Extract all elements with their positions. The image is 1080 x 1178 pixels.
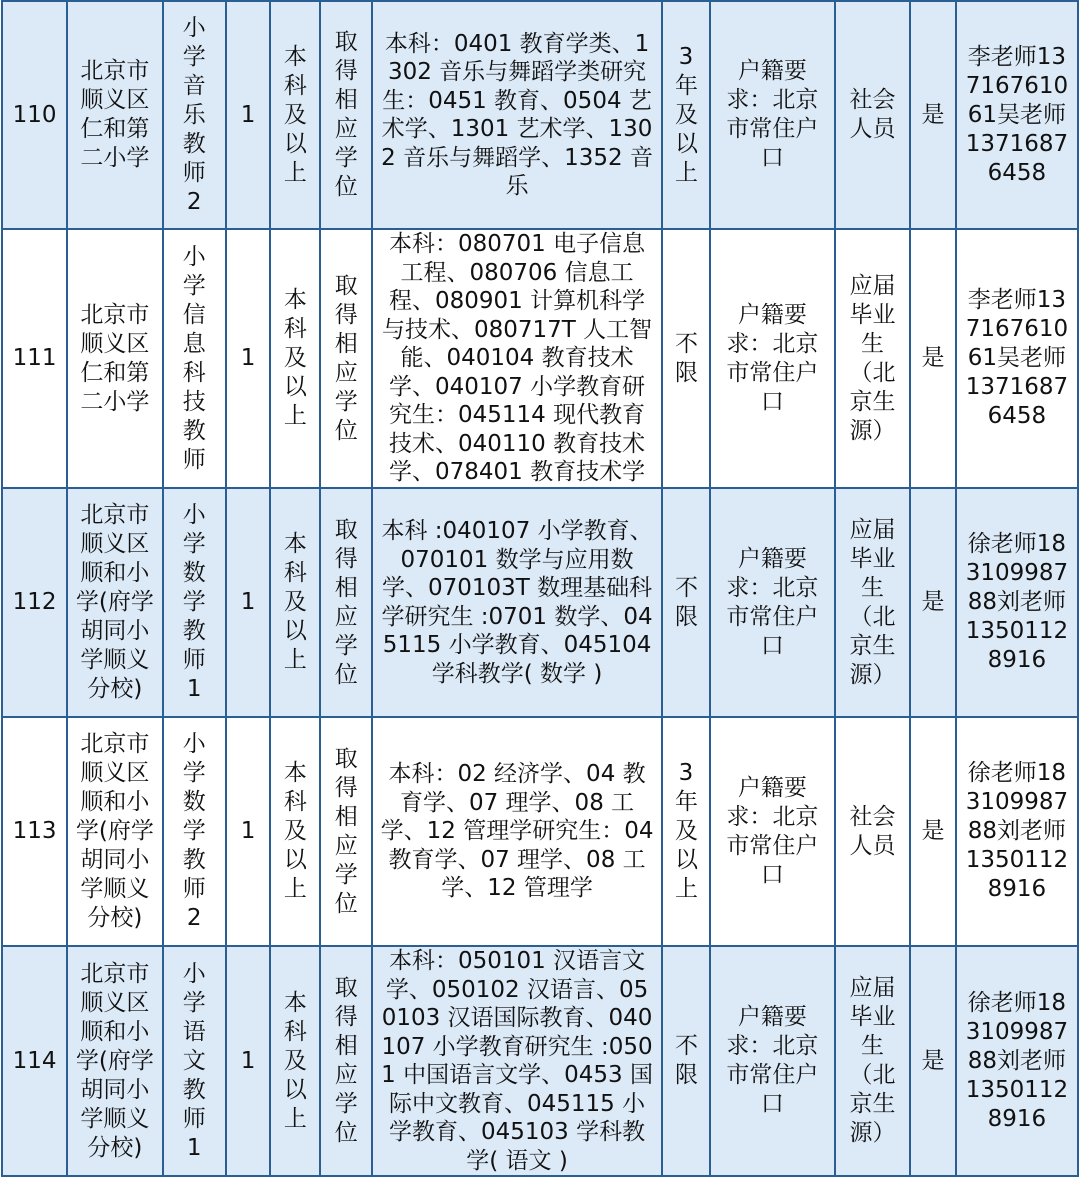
hukou-requirement: 户籍要求：北京市常住户口 (710, 1, 835, 229)
flag-value: 是 (910, 1, 956, 229)
position-name: 小学音乐教师2 (163, 1, 226, 229)
major-requirement: 本科 :040107 小学教育、070101 数学与应用数学、070103T 数理基础科学研究生 :0701 数学、045115 小学教育、045104 学科教学( 数学 ) (372, 488, 662, 717)
contact-info: 李老师13716761061吴老师13716876458 (956, 1, 1078, 229)
hukou-requirement: 户籍要求：北京市常住户口 (710, 229, 835, 488)
contact-info: 徐老师18310998788刘老师13501128916 (956, 488, 1078, 717)
flag-value: 是 (910, 488, 956, 717)
experience-requirement: 3年及以上 (662, 717, 710, 946)
major-requirement: 本科：080701 电子信息工程、080706 信息工程、080901 计算机科学与技术、080717T 人工智能、040104 教育技术学、040107 小学教育研究生：045114 现代教育技术、040110 教育技术学、078401 教育技术学 (372, 229, 662, 488)
flag-value: 是 (910, 229, 956, 488)
education-requirement: 本科及以上 (270, 1, 320, 229)
flag-value: 是 (910, 946, 956, 1176)
table-row (2, 488, 1078, 717)
target-applicants: 社会人员 (835, 717, 910, 946)
recruitment-table (1, 0, 1079, 1177)
contact-info: 徐老师18310998788刘老师13501128916 (956, 717, 1078, 946)
table-row (2, 717, 1078, 946)
hiring-count: 1 (226, 229, 271, 488)
experience-requirement: 不限 (662, 946, 710, 1176)
row-number: 111 (2, 229, 67, 488)
target-applicants: 应届毕业生（北京生源） (835, 229, 910, 488)
position-name: 小学信息科技教师 (163, 229, 226, 488)
degree-requirement: 取得相应学位 (320, 1, 372, 229)
education-requirement: 本科及以上 (270, 717, 320, 946)
experience-requirement: 不限 (662, 229, 710, 488)
table-row (2, 229, 1078, 488)
degree-requirement: 取得相应学位 (320, 488, 372, 717)
hukou-requirement: 户籍要求：北京市常住户口 (710, 488, 835, 717)
school-name: 北京市顺义区顺和小学(府学胡同小学顺义分校) (67, 717, 163, 946)
hiring-count: 1 (226, 717, 271, 946)
degree-requirement: 取得相应学位 (320, 229, 372, 488)
education-requirement: 本科及以上 (270, 488, 320, 717)
row-number: 110 (2, 1, 67, 229)
position-name: 小学语文教师1 (163, 946, 226, 1176)
school-name: 北京市顺义区仁和第二小学 (67, 1, 163, 229)
school-name: 北京市顺义区仁和第二小学 (67, 229, 163, 488)
hiring-count: 1 (226, 488, 271, 717)
contact-info: 李老师13716761061吴老师13716876458 (956, 229, 1078, 488)
major-requirement: 本科：0401 教育学类、1302 音乐与舞蹈学类研究生：0451 教育、0504 艺术学、1301 艺术学、1302 音乐与舞蹈学、1352 音乐 (372, 1, 662, 229)
row-number: 113 (2, 717, 67, 946)
major-requirement: 本科：050101 汉语言文学、050102 汉语言、050103 汉语国际教育、040107 小学教育研究生 :0501 中国语言文学、0453 国际中文教育、045115 小学教育、045103 学科教学( 语文 ) (372, 946, 662, 1176)
hukou-requirement: 户籍要求：北京市常住户口 (710, 946, 835, 1176)
position-name: 小学数学教师1 (163, 488, 226, 717)
position-name: 小学数学教师2 (163, 717, 226, 946)
hukou-requirement: 户籍要求：北京市常住户口 (710, 717, 835, 946)
row-number: 114 (2, 946, 67, 1176)
school-name: 北京市顺义区顺和小学(府学胡同小学顺义分校) (67, 946, 163, 1176)
table-row (2, 1, 1078, 229)
experience-requirement: 3年及以上 (662, 1, 710, 229)
education-requirement: 本科及以上 (270, 946, 320, 1176)
table-row (2, 946, 1078, 1176)
target-applicants: 应届毕业生（北京生源） (835, 488, 910, 717)
school-name: 北京市顺义区顺和小学(府学胡同小学顺义分校) (67, 488, 163, 717)
hiring-count: 1 (226, 946, 271, 1176)
flag-value: 是 (910, 717, 956, 946)
contact-info: 徐老师18310998788刘老师13501128916 (956, 946, 1078, 1176)
education-requirement: 本科及以上 (270, 229, 320, 488)
hiring-count: 1 (226, 1, 271, 229)
degree-requirement: 取得相应学位 (320, 717, 372, 946)
row-number: 112 (2, 488, 67, 717)
degree-requirement: 取得相应学位 (320, 946, 372, 1176)
target-applicants: 社会人员 (835, 1, 910, 229)
target-applicants: 应届毕业生（北京生源） (835, 946, 910, 1176)
major-requirement: 本科：02 经济学、04 教育学、07 理学、08 工学、12 管理学研究生：04 教育学、07 理学、08 工学、12 管理学 (372, 717, 662, 946)
experience-requirement: 不限 (662, 488, 710, 717)
